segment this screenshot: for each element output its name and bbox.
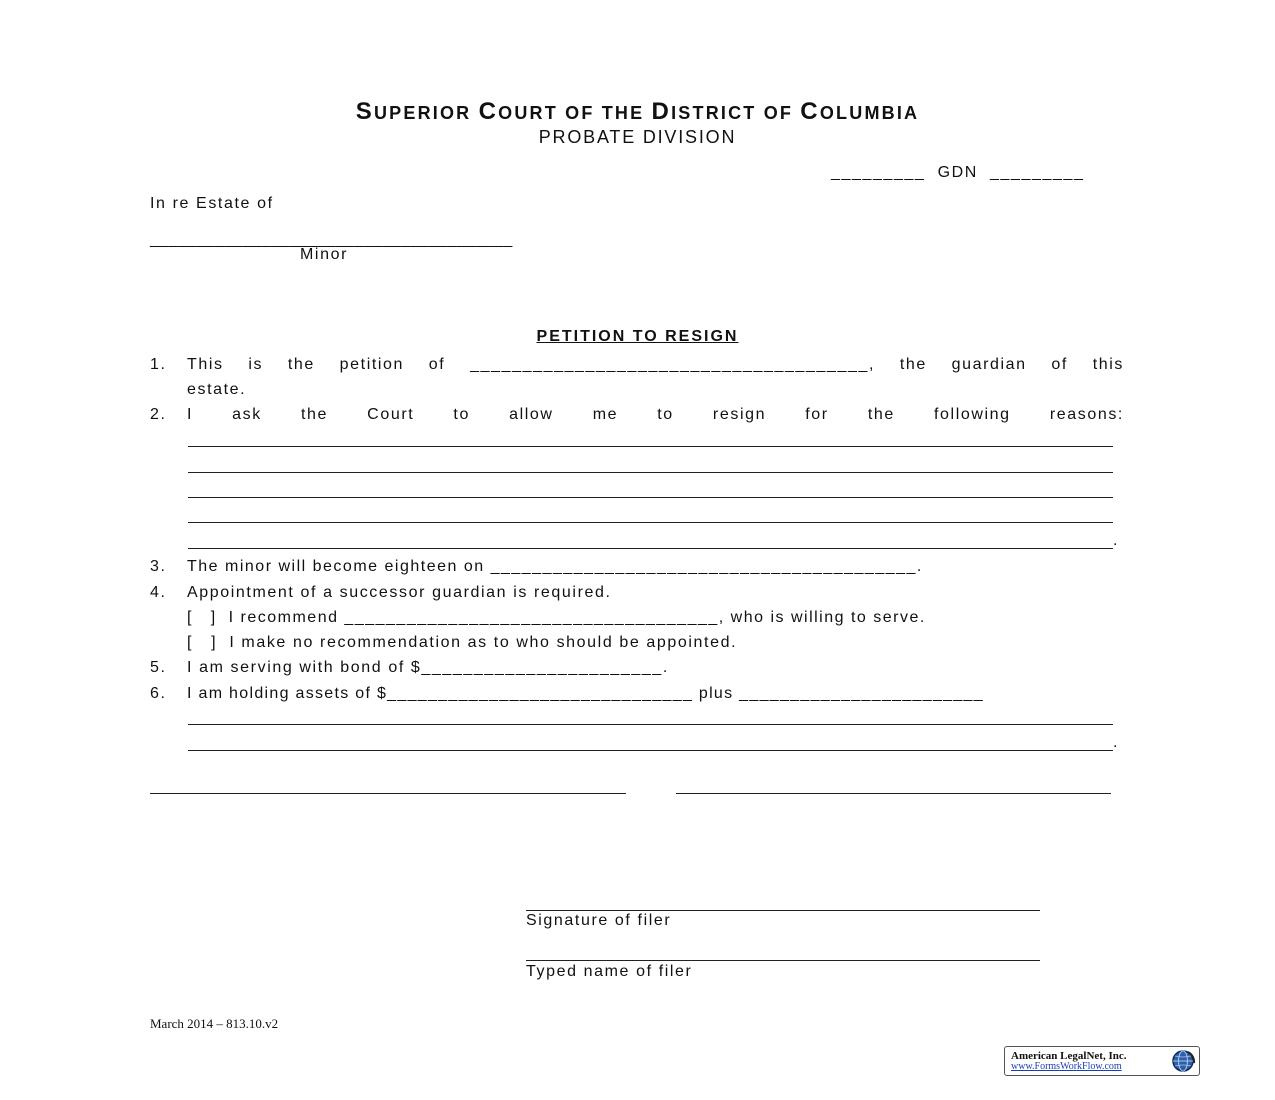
typed-name-line[interactable]: [526, 960, 1040, 961]
item-1-word: is: [248, 356, 264, 373]
assets-period: .: [1113, 734, 1120, 751]
item-4-number: 4.: [150, 584, 167, 601]
court-title: SUPERIOR COURT OF THE DISTRICT OF COLUMBIA: [355, 98, 920, 125]
typed-name-label: Typed name of filer: [526, 963, 693, 980]
form-revision: March 2014 – 813.10.v2: [150, 1016, 279, 1031]
item-1-word: this: [1092, 356, 1124, 373]
item-2-word: following: [934, 406, 1011, 423]
item-2-word: to: [657, 406, 674, 423]
item-2-word: I: [187, 406, 194, 423]
logo-company-name: American LegalNet, Inc.: [1011, 1050, 1127, 1062]
item-2-word: the: [301, 406, 329, 423]
item-2-word: resign: [712, 406, 767, 423]
item-1-word: This: [187, 356, 224, 373]
item-1-word[interactable]: ______________________________________,: [470, 356, 876, 373]
minor-label: Minor: [300, 246, 349, 263]
item-2-word: me: [592, 406, 619, 423]
item-1-word: petition: [339, 356, 405, 373]
item-2-word: to: [453, 406, 470, 423]
recommend-successor-checkbox[interactable]: [ ] I recommend ____________________________________, who is willing to serve.: [187, 609, 926, 626]
division-title: PROBATE DIVISION: [538, 127, 737, 147]
globe-icon: [1171, 1049, 1195, 1073]
item-1-word: of: [1051, 356, 1068, 373]
reasons-line-4[interactable]: [188, 522, 1113, 523]
item-4-text: Appointment of a successor guardian is required.: [187, 584, 612, 601]
item-1-continuation: estate.: [187, 381, 247, 398]
case-number-field[interactable]: _________ GDN _________: [831, 164, 1085, 181]
item-2-word: allow: [509, 406, 554, 423]
blank-line-left[interactable]: [150, 793, 626, 794]
reasons-period: .: [1113, 532, 1120, 549]
reasons-line-1[interactable]: [188, 446, 1113, 447]
reasons-line-5[interactable]: [188, 548, 1113, 549]
item-3-number: 3.: [150, 558, 167, 575]
item-2-word: Court: [367, 406, 415, 423]
item-2-reasons-intro: [187, 405, 1124, 425]
item-2-word: for: [805, 406, 829, 423]
item-5-bond-line[interactable]: I am serving with bond of $_______________________.: [187, 659, 669, 676]
blank-line-right[interactable]: [676, 793, 1111, 794]
item-2-word: ask: [232, 406, 262, 423]
item-1-word: guardian: [951, 356, 1027, 373]
item-5-number: 5.: [150, 659, 167, 676]
item-6-assets-line[interactable]: I am holding assets of $______________________________ plus ________________________: [187, 685, 984, 702]
item-1-word: the: [899, 356, 927, 373]
item-2-word: reasons:: [1049, 406, 1124, 423]
reasons-line-3[interactable]: [188, 497, 1113, 498]
in-re-estate-label: In re Estate of: [150, 195, 274, 212]
item-1-petitioner-line[interactable]: [187, 355, 1124, 375]
item-2-number: 2.: [150, 406, 167, 423]
no-recommendation-checkbox[interactable]: [ ] I make no recommendation as to who should be appointed.: [187, 634, 738, 651]
american-legalnet-logo[interactable]: [1004, 1046, 1200, 1076]
signature-label: Signature of filer: [526, 912, 672, 929]
assets-line-1[interactable]: [188, 724, 1113, 725]
item-1-word: the: [287, 356, 315, 373]
minor-name-field[interactable]: _______________________________________: [150, 231, 513, 248]
item-3-birthday-line[interactable]: The minor will become eighteen on _________________________________________.: [187, 558, 923, 575]
item-6-number: 6.: [150, 685, 167, 702]
item-1-number: 1.: [150, 356, 167, 373]
item-2-word: the: [867, 406, 895, 423]
assets-line-2[interactable]: [188, 750, 1113, 751]
reasons-line-2[interactable]: [188, 472, 1113, 473]
form-title: PETITION TO RESIGN: [536, 328, 739, 345]
item-1-word: of: [428, 356, 446, 373]
logo-url-link[interactable]: www.FormsWorkFlow.com: [1011, 1061, 1122, 1072]
